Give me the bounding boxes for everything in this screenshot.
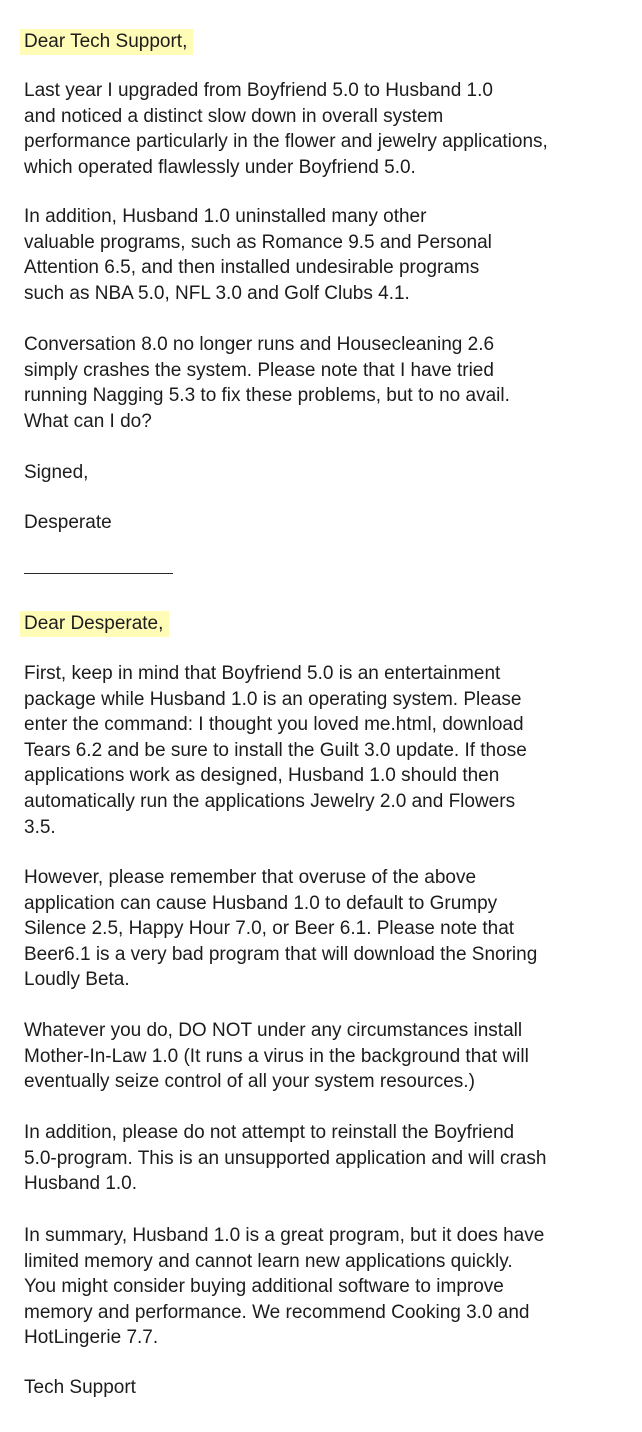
paragraph-line: automatically run the applications Jewelry 2.0 and Flowers (24, 790, 516, 812)
paragraph-line: What can I do? (24, 410, 152, 432)
reply-paragraph-2 (24, 865, 537, 993)
paragraph-line: application can cause Husband 1.0 to default to Grumpy (24, 892, 498, 914)
letter-paragraph-1 (24, 78, 548, 180)
paragraph-line: simply crashes the system. Please note that I have tried (24, 359, 494, 381)
reply-signature: Tech Support (24, 1377, 136, 1398)
reply-paragraph-1 (24, 661, 527, 840)
paragraph-line: First, keep in mind that Boyfriend 5.0 is an entertainment (24, 663, 501, 684)
paragraph-line: which operated flawlessly under Boyfriend 5.0. (24, 156, 416, 178)
paragraph-line: In addition, Husband 1.0 uninstalled many other (24, 206, 427, 227)
letter-greeting (24, 29, 193, 55)
paragraph-line: Mother-In-Law 1.0 (It runs a virus in the background that will (24, 1045, 529, 1067)
paragraph-line: such as NBA 5.0, NFL 3.0 and Golf Clubs 4.1. (24, 282, 410, 304)
paragraph-line: memory and performance. We recommend Cooking 3.0 and (24, 1301, 530, 1323)
paragraph-line: You might consider buying additional software to improve (24, 1276, 504, 1298)
paragraph-line: 5.0-program. This is an unsupported application and will crash (24, 1147, 547, 1169)
letter-paragraph-2 (24, 204, 492, 306)
paragraph-line: Whatever you do, DO NOT under any circumstances install (24, 1020, 523, 1041)
paragraph-line: Conversation 8.0 no longer runs and Housecleaning 2.6 (24, 334, 495, 355)
paragraph-line: HotLingerie 7.7. (24, 1327, 159, 1349)
reply-paragraph-3 (24, 1018, 529, 1095)
letter-paragraph-3 (24, 332, 510, 434)
reply-paragraph-4 (24, 1120, 546, 1197)
letter-signed: Signed, (24, 462, 89, 483)
paragraph-line: applications work as designed, Husband 1.0 should then (24, 765, 500, 787)
paragraph-line: Husband 1.0. (24, 1173, 138, 1195)
greeting-highlight: Dear Desperate, (20, 611, 169, 637)
letter-signature: Desperate (24, 512, 112, 533)
greeting-highlight: Dear Tech Support, (20, 29, 193, 55)
paragraph-line: Beer6.1 is a very bad program that will download the Snoring (24, 943, 538, 965)
paragraph-line: Tears 6.2 and be sure to install the Guilt 3.0 update. If those (24, 739, 527, 761)
paragraph-line: performance particularly in the flower and jewelry applications, (24, 131, 548, 153)
paragraph-line: enter the command: I thought you loved me.html, download (24, 714, 524, 736)
paragraph-line: Loudly Beta. (24, 969, 130, 991)
paragraph-line: package while Husband 1.0 is an operating system. Please (24, 688, 522, 710)
paragraph-line: Attention 6.5, and then installed undesirable programs (24, 257, 480, 279)
paragraph-line: eventually seize control of all your system resources.) (24, 1071, 475, 1093)
paragraph-line: However, please remember that overuse of the above (24, 867, 477, 888)
paragraph-line: limited memory and cannot learn new applications quickly. (24, 1250, 513, 1272)
paragraph-line: 3.5. (24, 816, 56, 838)
paragraph-line: Silence 2.5, Happy Hour 7.0, or Beer 6.1. Please note that (24, 918, 515, 940)
signature-divider (24, 573, 173, 574)
paragraph-line: running Nagging 5.3 to fix these problems, but to no avail. (24, 385, 510, 407)
paragraph-line: In addition, please do not attempt to reinstall the Boyfriend (24, 1122, 515, 1143)
paragraph-line: and noticed a distinct slow down in overall system (24, 105, 444, 127)
reply-paragraph-5 (24, 1223, 544, 1351)
reply-greeting (24, 611, 169, 637)
paragraph-line: valuable programs, such as Romance 9.5 and Personal (24, 231, 492, 253)
paragraph-line: In summary, Husband 1.0 is a great program, but it does have (24, 1225, 545, 1246)
paragraph-line: Last year I upgraded from Boyfriend 5.0 to Husband 1.0 (24, 80, 493, 101)
